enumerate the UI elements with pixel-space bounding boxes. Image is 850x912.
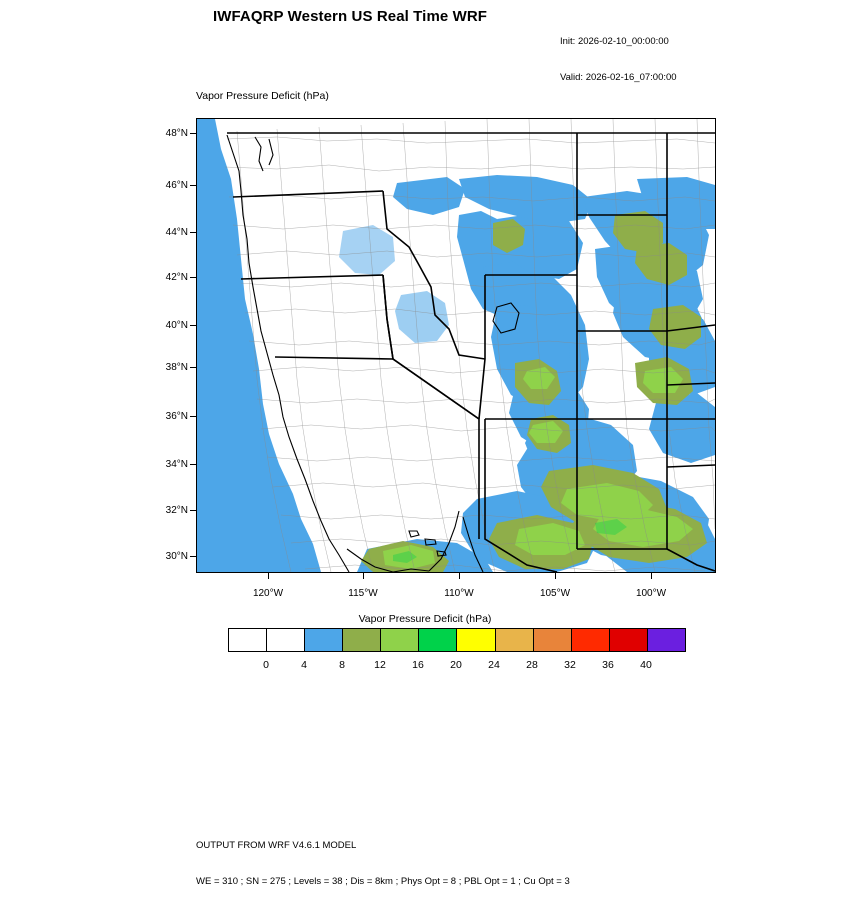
colorbar-label-0: 0	[263, 659, 269, 671]
colorbar-swatch-7	[496, 629, 534, 651]
colorbar-swatch-10	[610, 629, 648, 651]
colorbar-swatch-5	[419, 629, 457, 651]
colorbar-swatch-11	[648, 629, 685, 651]
lat-tick-42n: 42°N	[165, 272, 188, 283]
colorbar-swatch-6	[457, 629, 495, 651]
lon-tickmark	[363, 573, 364, 579]
lon-tick-120w: 120°W	[252, 588, 284, 599]
footer-line-2: WE = 310 ; SN = 275 ; Levels = 38 ; Dis = 8km ; Phys Opt = 8 ; PBL Opt = 1 ; Cu Opt = 3	[196, 876, 570, 887]
colorbar-label-24: 24	[488, 659, 500, 671]
lat-tick-34n: 34°N	[165, 459, 188, 470]
colorbar-swatch-8	[534, 629, 572, 651]
colorbar-label-40: 40	[640, 659, 652, 671]
map-plot-area[interactable]	[196, 118, 716, 573]
lon-tick-110w: 110°W	[444, 588, 474, 599]
lat-tick-32n: 32°N	[165, 505, 188, 516]
lat-tick-30n: 30°N	[165, 551, 188, 562]
colorbar-swatch-0	[229, 629, 267, 651]
colorbar-label-20: 20	[450, 659, 462, 671]
colorbar-label-12: 12	[374, 659, 386, 671]
colorbar-swatch-4	[381, 629, 419, 651]
colorbar-label-32: 32	[564, 659, 576, 671]
colorbar-label-4: 4	[301, 659, 307, 671]
model-config-footer	[196, 816, 570, 912]
lon-tickmark	[459, 573, 460, 579]
lat-tick-44n: 44°N	[165, 227, 188, 238]
lon-tick-100w: 100°W	[635, 588, 667, 599]
valid-time: Valid: 2026-02-16_07:00:00	[560, 72, 677, 83]
footer-line-1: OUTPUT FROM WRF V4.6.1 MODEL	[196, 840, 357, 851]
lat-tick-38n: 38°N	[165, 362, 188, 373]
colorbar-swatch-1	[267, 629, 305, 651]
colorbar	[228, 628, 686, 652]
lon-tick-105w: 105°W	[539, 588, 571, 599]
colorbar-label-8: 8	[339, 659, 345, 671]
lon-tickmark	[555, 573, 556, 579]
lon-tickmark	[268, 573, 269, 579]
page-title: IWFAQRP Western US Real Time WRF	[212, 8, 488, 25]
colorbar-title: Vapor Pressure Deficit (hPa)	[358, 613, 492, 625]
map-canvas	[197, 119, 715, 572]
colorbar-labels	[228, 659, 686, 675]
colorbar-swatch-3	[343, 629, 381, 651]
colorbar-label-28: 28	[526, 659, 538, 671]
lon-tick-115w: 115°W	[348, 588, 378, 599]
colorbar-swatch-9	[572, 629, 610, 651]
colorbar-label-16: 16	[412, 659, 424, 671]
model-run-info	[560, 12, 677, 108]
plot-variable-label: Vapor Pressure Deficit (hPa)	[196, 90, 329, 102]
init-time: Init: 2026-02-10_00:00:00	[560, 36, 669, 47]
lat-tick-46n: 46°N	[165, 180, 188, 191]
lat-tick-36n: 36°N	[165, 411, 188, 422]
lat-tick-48n: 48°N	[165, 128, 188, 139]
colorbar-label-36: 36	[602, 659, 614, 671]
colorbar-swatch-2	[305, 629, 343, 651]
lat-tick-40n: 40°N	[165, 320, 188, 331]
lon-tickmark	[651, 573, 652, 579]
